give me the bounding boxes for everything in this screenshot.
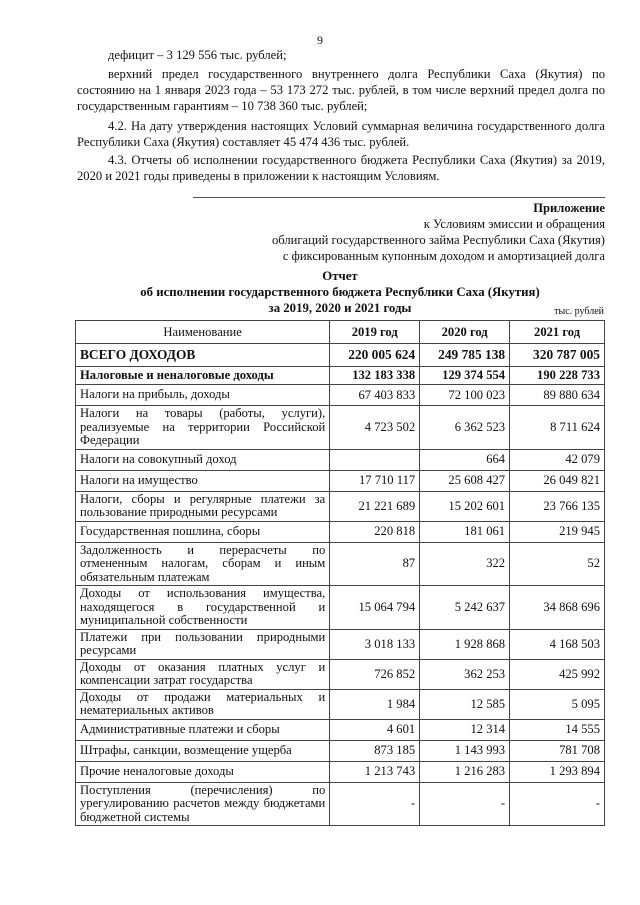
table-row — [76, 629, 605, 659]
table-row — [76, 542, 605, 586]
table-row — [76, 344, 605, 367]
value-2019: 1 213 743 — [330, 761, 420, 782]
report-title — [75, 268, 605, 316]
value-2021: 14 555 — [510, 719, 605, 740]
table-row — [76, 659, 605, 689]
value-2019: - — [330, 782, 420, 826]
paragraph-4-3: 4.3. Отчеты об исполнении государственного бюджета Республики Саха (Якутия) за 2019, 2020 и 2021 годы приведены в приложении к настоящим Условиям. — [77, 153, 605, 183]
row-name: Налоги на имущество — [76, 470, 330, 491]
value-2020: 181 061 — [420, 521, 510, 542]
table-row — [76, 385, 605, 406]
value-2020: 1 216 283 — [420, 761, 510, 782]
table-row — [76, 586, 605, 630]
value-2021: 89 880 634 — [510, 385, 605, 406]
value-2019: 726 852 — [330, 659, 420, 689]
header-name: Наименование — [76, 321, 330, 344]
value-2021: 42 079 — [510, 449, 605, 470]
table-header-row — [76, 321, 605, 344]
value-2020: 664 — [420, 449, 510, 470]
value-2020: 15 202 601 — [420, 491, 510, 521]
table-row — [76, 367, 605, 385]
report-title-line: за 2019, 2020 и 2021 годы — [268, 301, 412, 315]
header-2020: 2020 год — [420, 321, 510, 344]
value-2019 — [330, 449, 420, 470]
row-name: Налоги на прибыль, доходы — [76, 385, 330, 406]
value-2020: 25 608 427 — [420, 470, 510, 491]
header-2019: 2019 год — [330, 321, 420, 344]
table-row — [76, 719, 605, 740]
paragraph-deficit: дефицит – 3 129 556 тыс. рублей; — [108, 48, 287, 62]
paragraph-4-2: 4.2. На дату утверждения настоящих Условий суммарная величина государственного долга Республики Саха (Якутия) составляет 45 474 436 тыс. рублей. — [77, 119, 605, 149]
row-name: Платежи при пользовании природными ресурсами — [76, 629, 330, 659]
value-2019: 4 723 502 — [330, 406, 420, 450]
row-name: Доходы от использования имущества, находящегося в государственной и муниципальной собственности — [76, 586, 330, 630]
row-name: Административные платежи и сборы — [76, 719, 330, 740]
table-row — [76, 470, 605, 491]
appendix-line: к Условиям эмиссии и обращения — [423, 217, 605, 231]
value-2020: 12 585 — [420, 689, 510, 719]
row-name: Задолженность и перерасчеты по отмененным налогам, сборам и иным обязательным платежам — [76, 542, 330, 586]
value-2019: 220 818 — [330, 521, 420, 542]
row-name: Налоговые и неналоговые доходы — [76, 367, 330, 385]
page-number: 9 — [317, 33, 323, 47]
value-2021: 425 992 — [510, 659, 605, 689]
table-row — [76, 689, 605, 719]
value-2021: 52 — [510, 542, 605, 586]
row-name: Доходы от продажи материальных и нематериальных активов — [76, 689, 330, 719]
value-2020: 12 314 — [420, 719, 510, 740]
value-2021: 8 711 624 — [510, 406, 605, 450]
appendix-title: Приложение — [533, 201, 605, 215]
row-name: Доходы от оказания платных услуг и компенсации затрат государства — [76, 659, 330, 689]
value-2021: 26 049 821 — [510, 470, 605, 491]
appendix-header — [272, 200, 605, 264]
value-2019: 3 018 133 — [330, 629, 420, 659]
row-name: Прочие неналоговые доходы — [76, 761, 330, 782]
divider-line — [193, 197, 605, 198]
header-2021: 2021 год — [510, 321, 605, 344]
value-2019: 21 221 689 — [330, 491, 420, 521]
row-name: Налоги, сборы и регулярные платежи за пользование природными ресурсами — [76, 491, 330, 521]
value-2020: 249 785 138 — [420, 344, 510, 367]
value-2021: 5 095 — [510, 689, 605, 719]
value-2019: 17 710 117 — [330, 470, 420, 491]
value-2020: 129 374 554 — [420, 367, 510, 385]
report-title-line: Отчет — [322, 269, 358, 283]
row-name: Штрафы, санкции, возмещение ущерба — [76, 740, 330, 761]
value-2019: 15 064 794 — [330, 586, 420, 630]
table-row — [76, 761, 605, 782]
value-2020: 1 143 993 — [420, 740, 510, 761]
units-label: тыс. рублей — [554, 306, 604, 317]
row-name: Государственная пошлина, сборы — [76, 521, 330, 542]
table-row — [76, 491, 605, 521]
value-2021: 4 168 503 — [510, 629, 605, 659]
value-2019: 67 403 833 — [330, 385, 420, 406]
row-name: Налоги на совокупный доход — [76, 449, 330, 470]
value-2019: 1 984 — [330, 689, 420, 719]
value-2019: 132 183 338 — [330, 367, 420, 385]
value-2020: 322 — [420, 542, 510, 586]
appendix-line: облигаций государственного займа Республики Саха (Якутия) — [271, 233, 605, 247]
appendix-line: с фиксированным купонным доходом и амортизацией долга — [282, 249, 605, 263]
value-2020: - — [420, 782, 510, 826]
value-2021: 1 293 894 — [510, 761, 605, 782]
value-2021: 219 945 — [510, 521, 605, 542]
value-2021: 23 766 135 — [510, 491, 605, 521]
value-2020: 5 242 637 — [420, 586, 510, 630]
paragraph-debt-limit: верхний предел государственного внутреннего долга Республики Саха (Якутия) по состоянию на 1 января 2023 года – 53 173 272 тыс. рублей, в том числе верхний предел долга по государственным гарантиям – 10 738 360 тыс. рублей; — [77, 67, 605, 113]
row-name: Налоги на товары (работы, услуги), реализуемые на территории Российской Федерации — [76, 406, 330, 450]
table-row — [76, 449, 605, 470]
value-2019: 220 005 624 — [330, 344, 420, 367]
report-title-line: об исполнении государственного бюджета Республики Саха (Якутия) — [140, 285, 540, 299]
budget-report-table — [75, 320, 605, 826]
table-row — [76, 406, 605, 450]
value-2020: 72 100 023 — [420, 385, 510, 406]
value-2020: 6 362 523 — [420, 406, 510, 450]
value-2019: 4 601 — [330, 719, 420, 740]
row-name: ВСЕГО ДОХОДОВ — [76, 344, 330, 367]
value-2020: 362 253 — [420, 659, 510, 689]
table-row — [76, 521, 605, 542]
value-2021: 34 868 696 — [510, 586, 605, 630]
value-2021: - — [510, 782, 605, 826]
value-2019: 87 — [330, 542, 420, 586]
value-2021: 190 228 733 — [510, 367, 605, 385]
value-2020: 1 928 868 — [420, 629, 510, 659]
value-2021: 781 708 — [510, 740, 605, 761]
value-2021: 320 787 005 — [510, 344, 605, 367]
table-row — [76, 782, 605, 826]
value-2019: 873 185 — [330, 740, 420, 761]
table-row — [76, 740, 605, 761]
row-name: Поступления (перечисления) по урегулированию расчетов между бюджетами бюджетной системы — [76, 782, 330, 826]
